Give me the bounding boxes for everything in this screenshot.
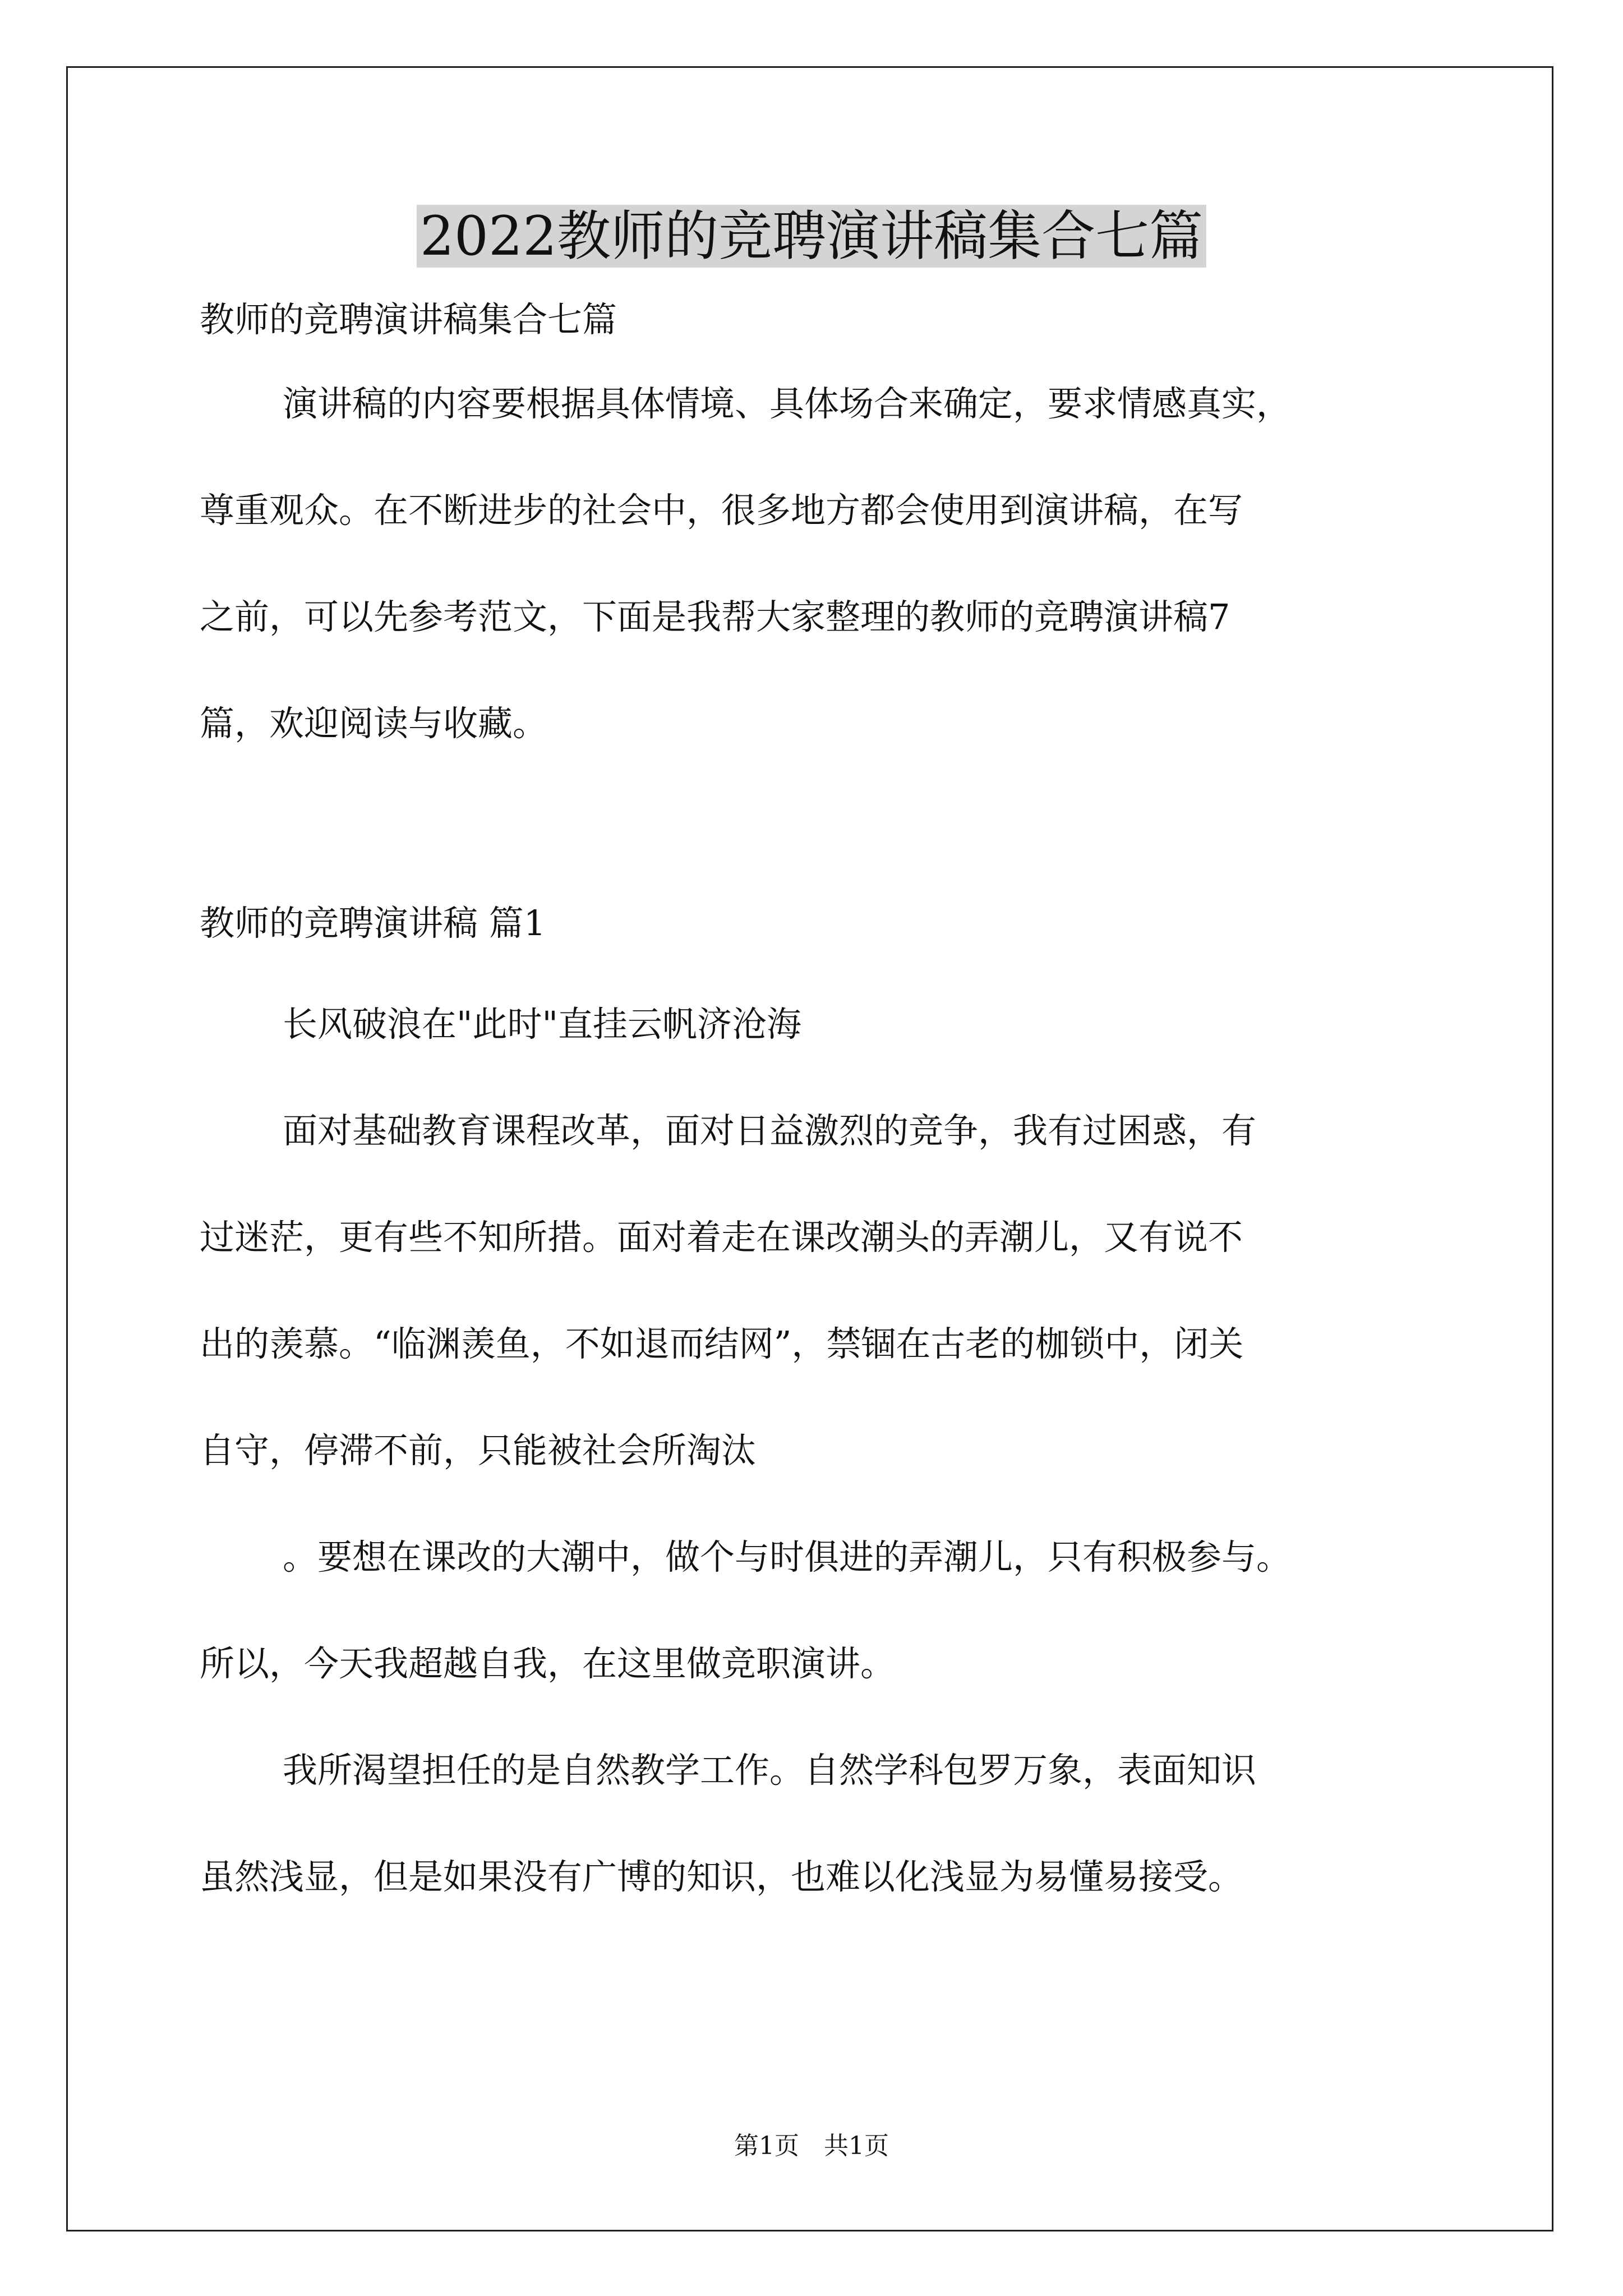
- spacer: [200, 1692, 1465, 1742]
- paragraph-line: 所以，今天我超越自我，在这里做竞职演讲。: [200, 1643, 896, 1684]
- section-heading: 教师的竞聘演讲稿 篇1: [200, 903, 546, 944]
- paragraph-line: 。要想在课改的大潮中，做个与时俱进的弄潮儿，只有积极参与。: [283, 1536, 1292, 1577]
- intro-line: 尊重观众。在不断进步的社会中，很多地方都会使用到演讲稿，在写: [200, 490, 1243, 531]
- intro-line: 篇，欢迎阅读与收藏。: [200, 703, 548, 744]
- spacer: [200, 1052, 1465, 1103]
- document-body: [200, 292, 1465, 1905]
- spacer: [200, 645, 1465, 696]
- page-footer: 第1页 共1页: [734, 2132, 889, 2160]
- spacer: [200, 432, 1465, 482]
- paragraph-line: 出的羡慕。“临渊羡鱼，不如退而结网”，禁锢在古老的枷锁中，闭关: [200, 1323, 1244, 1364]
- paragraph-line: 过迷茫，更有些不知所措。面对着走在课改潮头的弄潮儿，又有说不: [200, 1217, 1243, 1258]
- paragraph-line: 面对基础教育课程改革，面对日益激烈的竞争，我有过困惑，有: [283, 1110, 1257, 1151]
- paragraph-line: 自守，停滞不前，只能被社会所淘汰: [200, 1430, 757, 1471]
- spacer: [200, 1798, 1465, 1849]
- spacer: [200, 752, 1465, 895]
- spacer: [200, 348, 1465, 376]
- paragraph-line: 虽然浅显，但是如果没有广博的知识，也难以化浅显为易懂易接受。: [200, 1856, 1243, 1897]
- spacer: [200, 1266, 1465, 1316]
- spacer: [200, 1372, 1465, 1423]
- intro-line: 之前，可以先参考范文，下面是我帮大家整理的教师的竞聘演讲稿7: [200, 596, 1230, 637]
- spacer: [200, 1159, 1465, 1209]
- paragraph-line: 我所渴望担任的是自然教学工作。自然学科包罗万象，表面知识: [283, 1750, 1257, 1791]
- spacer: [200, 951, 1465, 996]
- document-title-text: 2022教师的竞聘演讲稿集合七篇: [417, 205, 1206, 268]
- spacer: [200, 1585, 1465, 1636]
- spacer: [200, 539, 1465, 589]
- spacer: [200, 1479, 1465, 1529]
- document-title: [0, 200, 1623, 273]
- intro-line: 演讲稿的内容要根据具体情境、具体场合来确定，要求情感真实，: [283, 383, 1292, 424]
- subtitle: 教师的竞聘演讲稿集合七篇: [200, 299, 617, 340]
- speech-title: 长风破浪在"此时"直挂云帆济沧海: [283, 1004, 802, 1045]
